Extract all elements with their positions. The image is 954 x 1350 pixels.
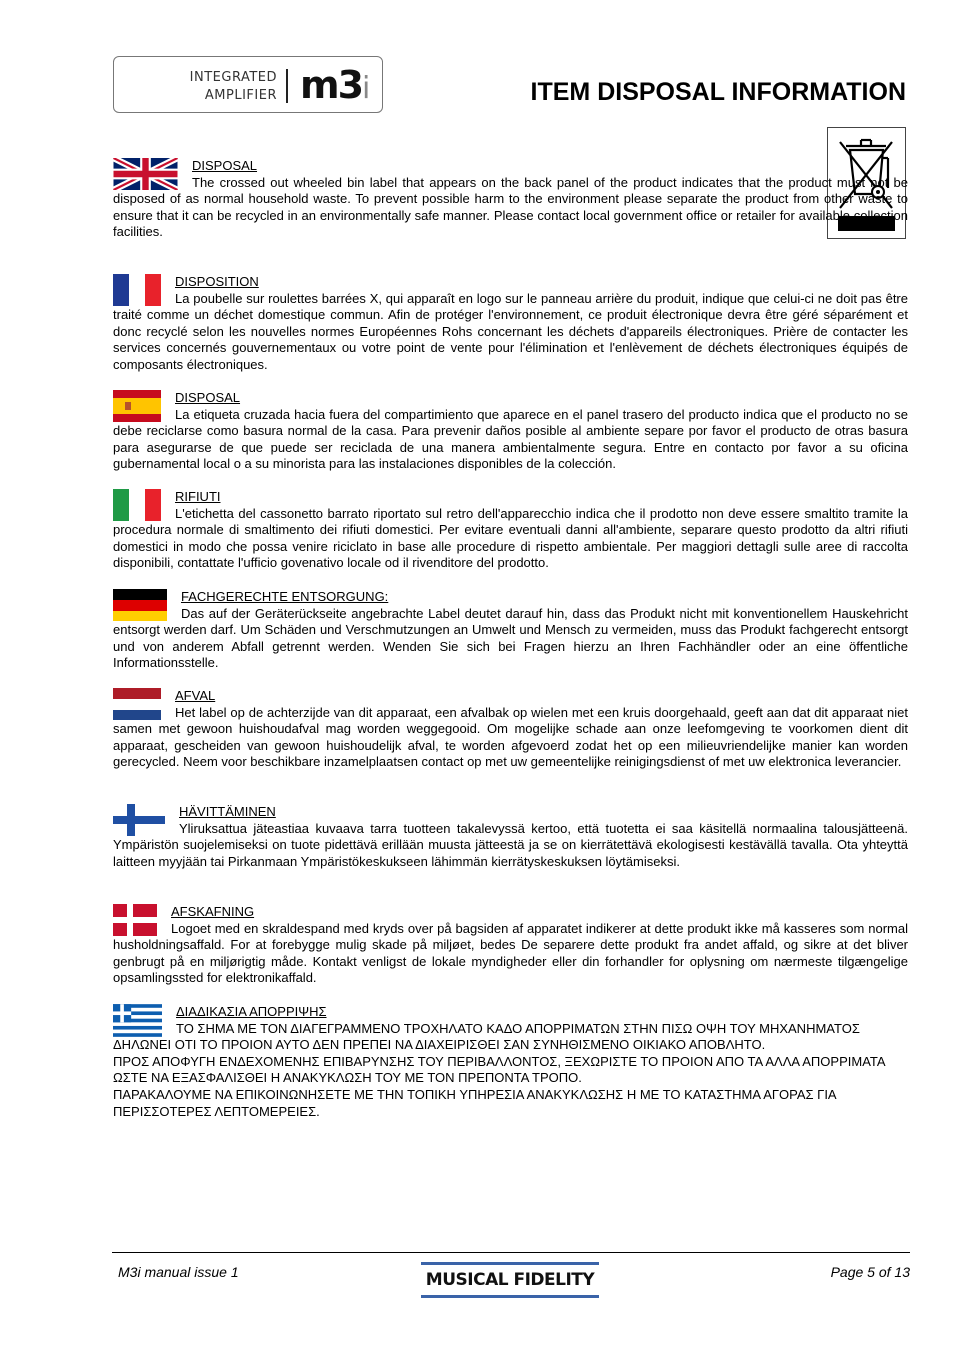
logo-divider xyxy=(286,69,288,103)
section-body: The crossed out wheeled bin label that appears on the back panel of the product indicates that the product must not be disposed of as normal household waste. To prevent possible harm to the environment please separate the product from other waste to ensure that it can be recycled in an environmentally safe manner. Please contact local government office or retailer for available collection facilities. xyxy=(113,174,908,240)
section-title: ΔΙΑΔΙΚΑΣΙΑ ΑΠΟΡΡΙΨΗΣ xyxy=(176,1004,327,1019)
section-spanish xyxy=(113,390,908,473)
section-danish xyxy=(113,904,908,987)
page-title: ITEM DISPOSAL INFORMATION xyxy=(530,78,906,106)
musical-fidelity-logo xyxy=(421,1262,599,1298)
logo-mark-i: i xyxy=(362,71,371,106)
section-title: RIFIUTI xyxy=(175,489,221,504)
section-body: Yliruksattua jäteastiaa kuvaava tarra tuotteen takalevyssä kertoo, että tuotetta ei saa käsitellä normaalina talousjätteenä. Ympäristön suojelemiseksi on tuote pidettävä erillään muusta jätteestä ja se on kierrätettävä ekologisesti kestävällä tavalla. Ota yhteyttä laitteen myyjään tai Pirkanmaan Ympäristökeskukseen lähimmän kierrätyskeskuksen löytämiseksi. xyxy=(113,820,908,869)
section-dutch xyxy=(113,688,908,771)
section-title: AFSKAFNING xyxy=(171,904,255,919)
logo-text xyxy=(187,69,277,105)
section-body: L'etichetta del cassonetto barrato riportato sul retro dell'apparecchio indica che il prodotto non deve essere smaltito tramite la procedura normale di smaltimento dei rifiuti domestici. Per evitare eventuali danni all'ambiente, separare questo prodotto da altri rifiuti domestici in modo che possa venire riciclato in base alle procedure di rispetto ambientale. Per maggiori dettagli sulle aree di raccolta disponibili, contattate l'ufficio govenativo locale od il rivenditore del prodotto. xyxy=(113,505,908,571)
section-title: AFVAL xyxy=(175,688,216,703)
logo-line-integrated: INTEGRATED xyxy=(189,70,277,85)
section-title: DISPOSAL xyxy=(175,390,241,405)
logo-bar-bottom xyxy=(421,1295,599,1298)
greek-line-3: ΠΡΟΣ ΑΠΟΦΥΓΗ ΕΝΔΕΧΟΜΕΝΗΣ ΕΠΙΒΑΡΥΝΣΗΣ ΤΟΥ ΠΕΡΙΒΑΛΛΟΝΤΟΣ, ΞΕΧΩΡΙΣΤΕ ΤΟ ΠΡΟΙΟΝ ΑΠΟ ΤΑ ΑΛΛΑ ΑΠΟΡΡΙΜΑΤΑ ΩΣΤΕ ΝΑ ΕΞΑΣΦΑΛΙΣΘΕΙ Η ΑΝΑΚΥΚΛΩΣΗ ΤΟΥ ΜΕ ΤΟΝ ΠΡΕΠΟΝΤΑ ΤΡΟΠΟ. xyxy=(113,1053,885,1086)
page-number: Page 5 of 13 xyxy=(830,1264,910,1280)
greece-flag-icon xyxy=(113,1004,162,1037)
greek-line-1: ΤΟ ΣΗΜΑ ΜΕ ΤΟΝ ΔΙΑΓΕΓΡΑΜΜΕΝΟ ΤΡΟΧΗΛΑΤΟ ΚΑΔΟ ΑΠΟΡΡΙΜΑΤΩΝ ΣΤΗΝ ΠΙΣΩ ΟΨΗ ΤΟΥ ΜΗΧΑΝΗΜΑΤΟΣ xyxy=(176,1020,860,1036)
section-french xyxy=(113,274,908,374)
section-finnish xyxy=(113,804,908,870)
section-body: Het label op de achterzijde van dit apparaat, een afvalbak op wielen met een kruis doorgehaald, geeft aan dat dit apparaat niet samen met gewoon huishoudafval mag worden weggegooid. Om mogelijke schade aan onze leefomgeving te voorkomen dient dit apparaat, gescheiden van gewoon huishoudelijk afval, te worden afgevoerd zodat het op een milieuvriendelijke manier kan worden gerecycled. Neem voor beschikbare inzamelplaatsen contact op met uw gemeentelijke reinigingsdienst of met uw elektronica leverancier. xyxy=(113,704,908,770)
uk-flag-icon xyxy=(113,158,178,190)
section-english xyxy=(113,158,908,241)
spain-flag-icon xyxy=(113,390,161,422)
logo-bar-top xyxy=(421,1262,599,1265)
section-title: DISPOSAL xyxy=(192,158,258,173)
greek-line-4: ΠΑΡΑΚΑΛΟΥΜΕ ΝΑ ΕΠΙΚΟΙΝΩΝΗΣΕΤΕ ΜΕ ΤΗΝ ΤΟΠΙΚΗ ΥΠΗΡΕΣΙΑ ΑΝΑΚΥΚΛΩΣΗΣ Η ΜΕ ΤΟ ΚΑΤΑΣΤΗΜΑ ΑΓΟΡΑΣ ΓΙΑ ΠΕΡΙΣΣΟΤΕΡΕΣ ΛΕΠΤΟΜΕΡΕΙΕΣ. xyxy=(113,1086,836,1119)
section-title: DISPOSITION xyxy=(175,274,259,289)
logo-mark-m3: m3 xyxy=(300,63,363,107)
section-body: La etiqueta cruzada hacia fuera del compartimiento que aparece en el panel trasero del producto indica que el producto no se debe reciclarse como basura normal de la casa. Para prevenir daños posible al ambiente separe por favor el producto de otras basura para asegurarse de que puede ser reciclada de una manera ambientalmente segura. Entre en contacto por favor a su oficina gubernamental local o a su minorista para las instalaciones disponibles de la colección. xyxy=(113,406,908,472)
section-german xyxy=(113,589,908,672)
section-greek xyxy=(113,1004,908,1120)
germany-flag-icon xyxy=(113,589,167,621)
italy-flag-icon xyxy=(113,489,161,521)
logo-line-amplifier: AMPLIFIER xyxy=(204,88,277,103)
section-body: Logoet med en skraldespand med kryds over på bagsiden af apparatet indikerer at dette produkt ikke må kasseres som normal husholdningsaffald. For at forebygge mulig skade på miljøet, bedes De separere dette produkt fra andet affald, og sikre at det bliver genbrugt på en miljørigtig måde. Kontakt venligst de lokale myndigheder eller din forhandler for oplysning om nærmeste tilgængelige opsamlingssted for elektronikaffald. xyxy=(113,920,908,986)
greek-line-2: ΔΗΛΩΝΕΙ ΟΤΙ ΤΟ ΠΡΟΙΟΝ ΑΥΤΟ ΔΕΝ ΠΡΕΠΕΙ ΝΑ ΔΙΑΧΕΙΡΙΣΘΕΙ ΣΑΝ ΣΥΝΗΘΙΣΜΕΝΟ ΟΙΚΙΑΚΟ ΑΠΟΒΛΗΤΟ. xyxy=(113,1037,766,1053)
section-body: Das auf der Geräterückseite angebrachte Label deutet darauf hin, dass das Produkt nicht mit konventionellem Hauskehricht entsorgt werden darf. Um Schäden und Verschmutzungen an Umwelt und Mensch zu vermeiden, muss das Produkt fachgerecht entsorgt und von anderem Abfall getrennt werden. Wenden Sie sich bei Fragen hierzu an Ihren Fachhändler oder an eine öffentliche Informationsstelle. xyxy=(113,605,908,671)
logo-mark xyxy=(300,61,370,113)
product-logo xyxy=(113,56,383,113)
denmark-flag-icon xyxy=(113,904,157,936)
section-body: La poubelle sur roulettes barrées X, qui apparaît en logo sur le panneau arrière du produit, indique que celui-ci ne doit pas être traité comme un déchet domestique commun. Afin de protéger l'environnement, ce produit électronique devra être géré séparément et donc recyclé selon les nouvelles normes Européennes Rohs concernant les déchets d'appareils électroniques. Prière de contacter les services concernés gouvernementaux ou votre point de vente pour l'élimination et l'enlèvement de déchets électroniques équipés de composants électroniques. xyxy=(113,290,908,372)
france-flag-icon xyxy=(113,274,161,306)
finland-flag-icon xyxy=(113,804,165,836)
section-title: HÄVITTÄMINEN xyxy=(179,804,276,819)
section-title: FACHGERECHTE ENTSORGUNG: xyxy=(181,589,389,604)
manual-issue: M3i manual issue 1 xyxy=(118,1264,239,1280)
section-italian xyxy=(113,489,908,572)
netherlands-flag-icon xyxy=(113,688,161,720)
brand-name: MUSICAL FIDELITY xyxy=(425,1270,595,1290)
footer-divider xyxy=(112,1252,910,1253)
